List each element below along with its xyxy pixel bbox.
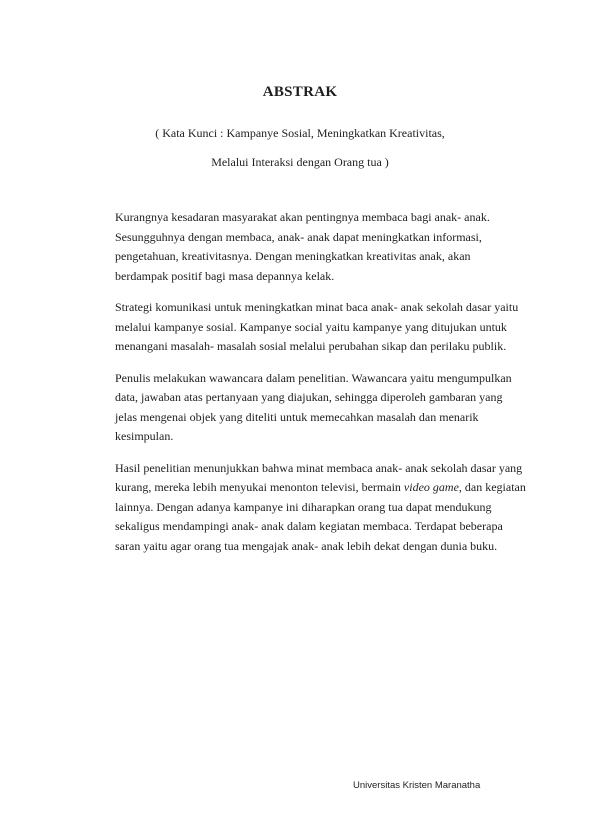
paragraph-2 bbox=[115, 298, 545, 357]
paragraph-line: melalui kampanye sosial. Kampanye social yaitu kampanye yang ditujukan untuk bbox=[115, 319, 507, 334]
paragraph-4 bbox=[115, 459, 545, 557]
paragraph-line: Strategi komunikasi untuk meningkatkan minat baca anak- anak sekolah dasar yaitu bbox=[115, 300, 519, 314]
paragraph-line: berdampak positif bagi masa depannya kelak. bbox=[115, 268, 335, 283]
paragraph-line: menangani masalah- masalah sosial melalui perubahan sikap dan perilaku publik. bbox=[115, 339, 507, 353]
keywords-block bbox=[0, 119, 600, 177]
paragraph-line-with-italic bbox=[115, 478, 545, 498]
paragraph-line: Penulis melakukan wawancara dalam penelitian. Wawancara yaitu mengumpulkan bbox=[115, 370, 512, 385]
italic-term: video game bbox=[403, 480, 459, 494]
paragraph-line: kesimpulan. bbox=[115, 429, 174, 443]
text-run: kurang, mereka lebih menyukai menonton televisi, bermain bbox=[115, 480, 404, 494]
paragraph-line: jelas mengenai objek yang diteliti untuk memecahkan masalah dan menarik bbox=[115, 409, 479, 424]
paragraph-line: pengetahuan, kreativitasnya. Dengan meningkatkan kreativitas anak, akan bbox=[115, 249, 471, 263]
paragraph-1 bbox=[115, 208, 545, 286]
paragraph-line: lainnya. Dengan adanya kampanye ini diharapkan orang tua dapat mendukung bbox=[115, 499, 492, 514]
keywords-line-1: ( Kata Kunci : Kampanye Sosial, Meningkatkan Kreativitas, bbox=[155, 126, 445, 140]
abstract-title: ABSTRAK bbox=[262, 84, 338, 100]
university-footer: Universitas Kristen Maranatha bbox=[353, 780, 481, 791]
paragraph-line: Sesungguhnya dengan membaca, anak- anak dapat meningkatkan informasi, bbox=[115, 229, 482, 244]
abstract-body bbox=[115, 208, 545, 568]
paragraph-3 bbox=[115, 369, 545, 447]
paragraph-line: Hasil penelitian menunjukkan bahwa minat membaca anak- anak sekolah dasar yang bbox=[115, 460, 523, 475]
paragraph-line: data, jawaban atas pertanyaan yang diajukan, sehingga diperoleh gambaran yang bbox=[115, 390, 503, 404]
text-run: , dan kegiatan bbox=[458, 480, 526, 494]
paragraph-line: Kurangnya kesadaran masyarakat akan pentingnya membaca bagi anak- anak. bbox=[115, 210, 490, 224]
paragraph-line: saran yaitu agar orang tua mengajak anak- anak lebih dekat dengan dunia buku. bbox=[115, 538, 498, 553]
paragraph-line: sekaligus mendampingi anak- anak dalam kegiatan membaca. Terdapat beberapa bbox=[115, 519, 503, 533]
keywords-line-2: Melalui Interaksi dengan Orang tua ) bbox=[211, 155, 389, 169]
